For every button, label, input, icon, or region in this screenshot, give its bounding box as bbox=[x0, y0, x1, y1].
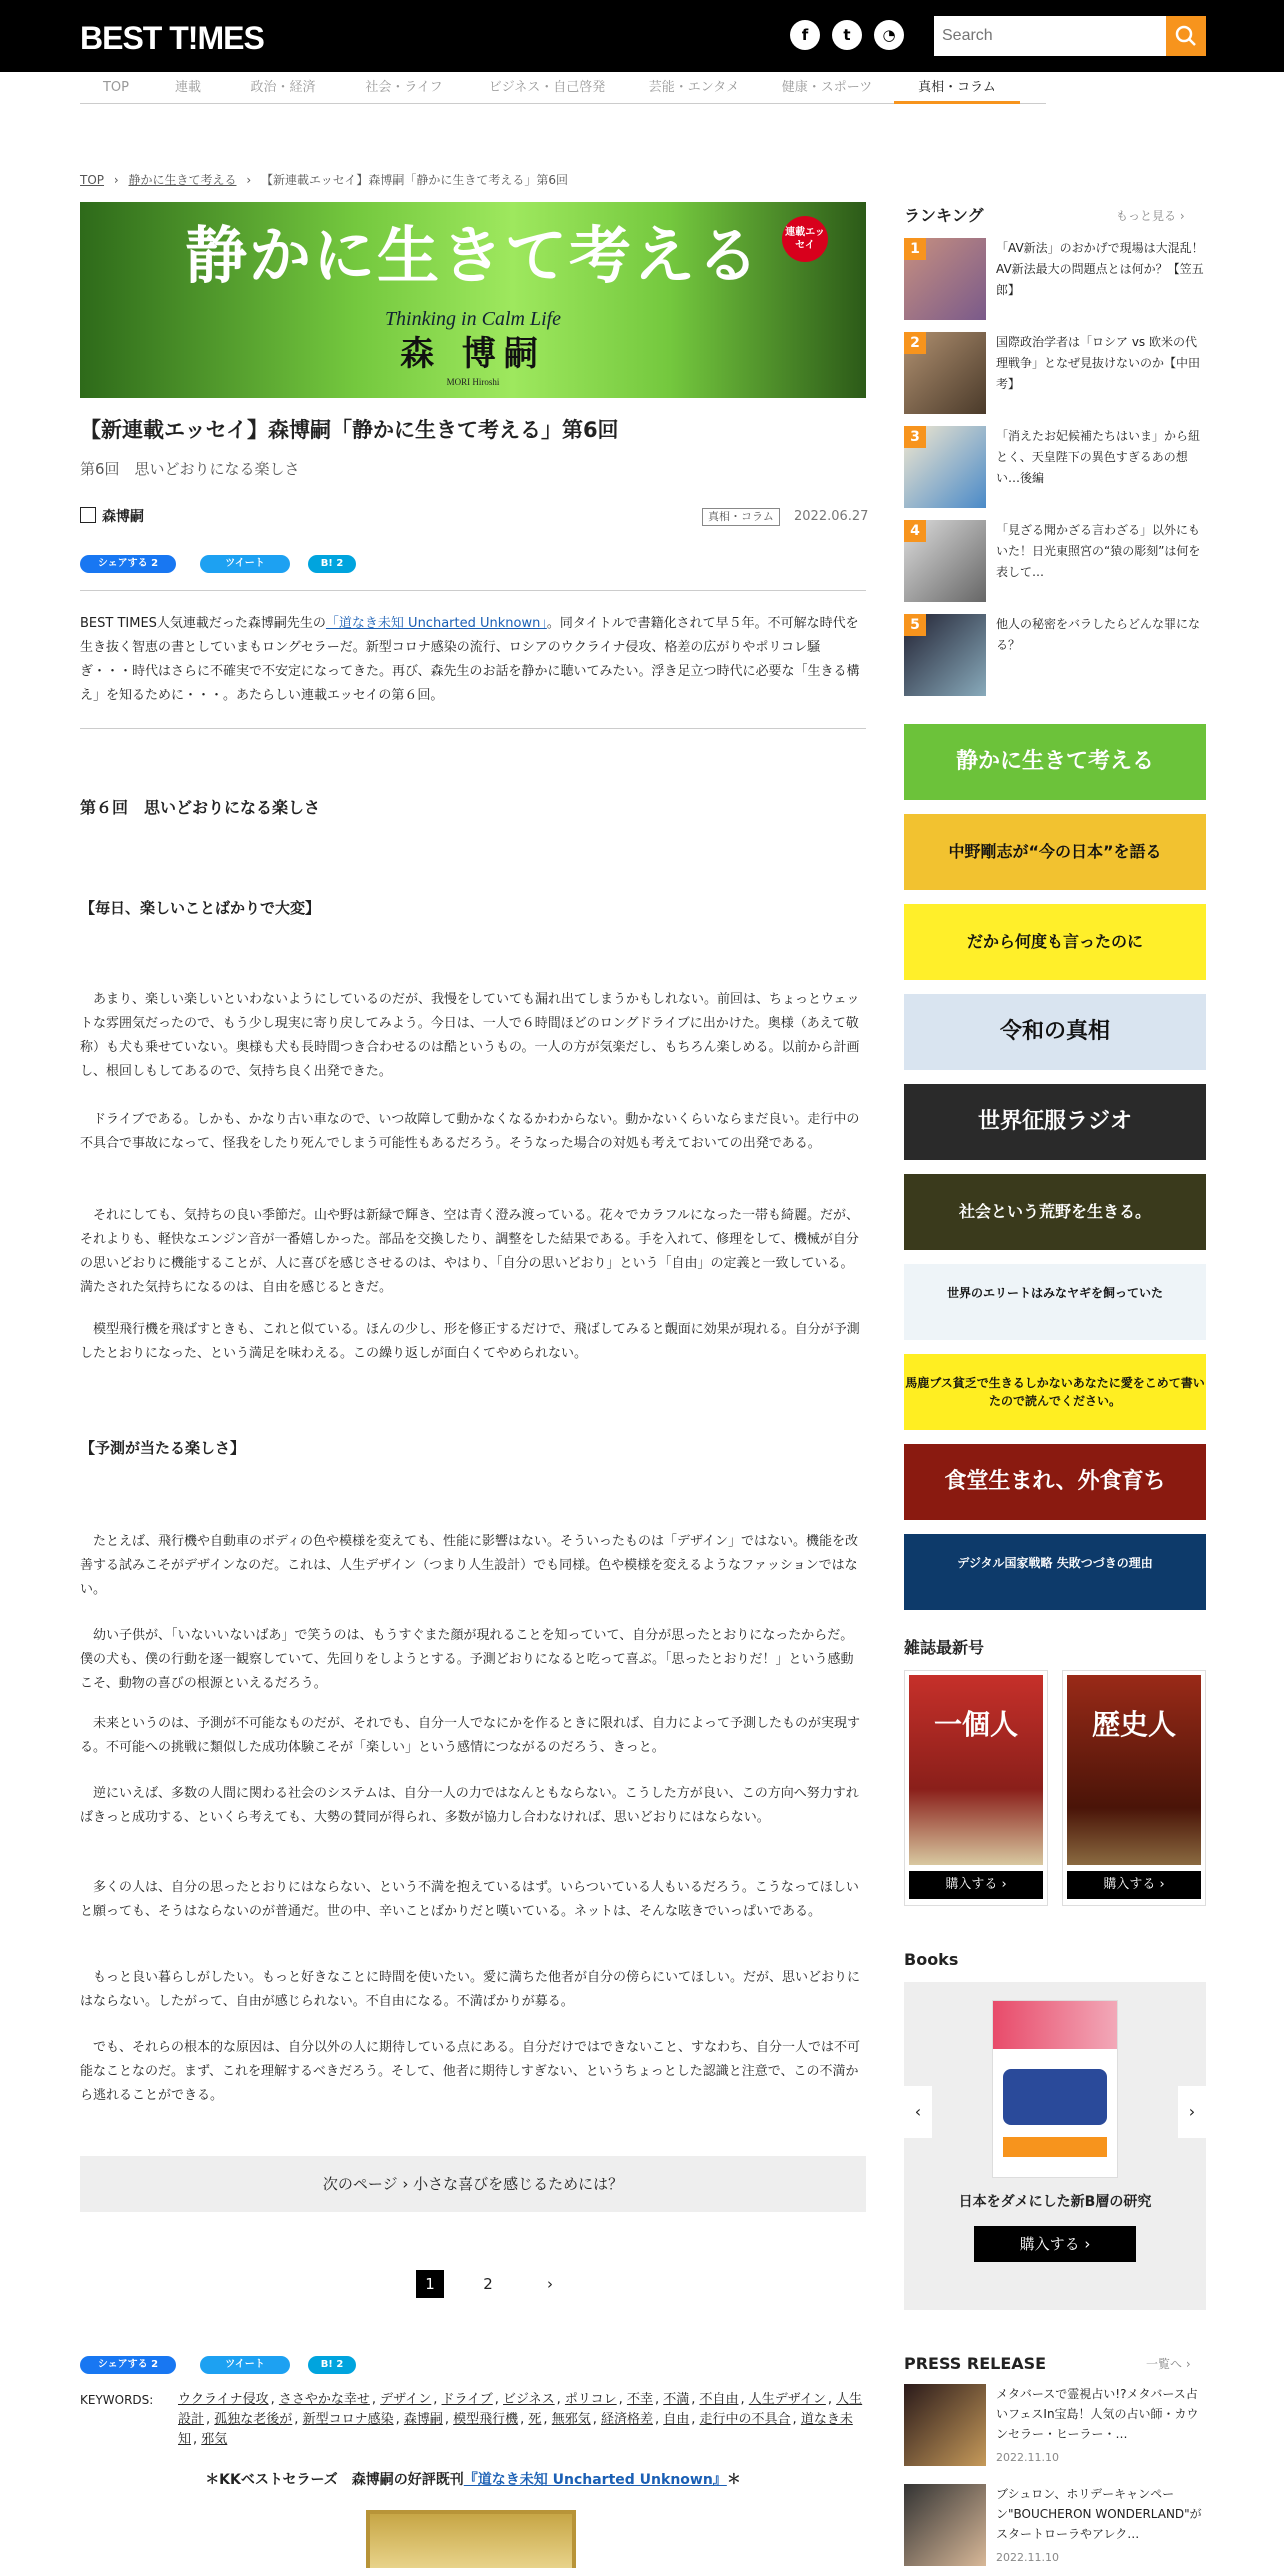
keyword-separator: , bbox=[494, 2392, 504, 2407]
divider bbox=[80, 590, 866, 591]
ranking-item[interactable] bbox=[904, 238, 1206, 320]
keyword-separator: , bbox=[691, 2412, 700, 2427]
hero-author: 森 博嗣 bbox=[400, 334, 546, 374]
keyword-separator: , bbox=[618, 2392, 627, 2407]
book-promo bbox=[80, 2470, 866, 2490]
press-thumbnail bbox=[904, 2484, 986, 2566]
nav-society[interactable]: 社会・ライフ bbox=[365, 80, 443, 95]
ranking-item[interactable] bbox=[904, 520, 1206, 602]
ranking-number: 5 bbox=[904, 614, 926, 636]
keyword-separator: , bbox=[740, 2392, 749, 2407]
keyword-link[interactable]: ポリコレ bbox=[564, 2392, 617, 2407]
keyword-separator: , bbox=[371, 2392, 381, 2407]
magazine-item[interactable] bbox=[1062, 1670, 1206, 1906]
keyword-separator: , bbox=[193, 2432, 202, 2447]
keyword-link[interactable]: 邪気 bbox=[201, 2432, 228, 2447]
paragraph: 幼い子供が、「いないいないばあ」で笑うのは、もうすぐまた顔が現れることを知っていて、自分が思ったとおりになったからだ。僕の犬も、僕の行動を逐一観察していて、先回りをしようとする。予測どおりになると吃って喜ぶ。「思ったとおりだ！」という感動こそ、動物の喜びの根源といえるだろう。 bbox=[80, 1628, 854, 1691]
magazine-item[interactable] bbox=[904, 1670, 1048, 1906]
keyword-link[interactable]: ささやかな幸せ bbox=[278, 2392, 370, 2407]
paragraph: それにしても、気持ちの良い季節だ。山や野は新緑で輝き、空は青く澄み渡っている。花々でカラフルになった一帯も綺麗。だが、それよりも、軽快なエンジン音が一番嬉しかった。部品を交換したり、調整をした結果である。手を入れて、修理をして、機械が自分の思いどおりに機能することが、人に喜びを感じさせるのは、やはり、「自分の思いどおり」という「自由」の定義と一致している。満たされた気持ちになるのは、自由を感じるときだ。 bbox=[80, 1208, 859, 1295]
keyword-separator: , bbox=[556, 2392, 565, 2407]
keyword-link[interactable]: 森博嗣 bbox=[403, 2412, 443, 2427]
site-logo[interactable]: BEST T!MES bbox=[80, 20, 264, 56]
keyword-separator: , bbox=[654, 2392, 664, 2407]
keyword-separator: , bbox=[444, 2412, 454, 2427]
keyword-link[interactable]: 人生設計 bbox=[178, 2392, 863, 2427]
author[interactable] bbox=[80, 506, 144, 528]
section-heading: 【予測が当たる楽しさ】 bbox=[80, 1439, 246, 1457]
ranking-text: 「消えたお妃候補たちはいま」から紐とく、天皇陛下の異色すぎるあの想い…後編 bbox=[996, 429, 1201, 485]
banner-label: 食堂生まれ、外食育ち bbox=[944, 1469, 1166, 1494]
keyword-separator: , bbox=[592, 2412, 601, 2427]
keyword-link[interactable]: デザイン bbox=[380, 2392, 432, 2407]
facebook-icon[interactable]: f bbox=[790, 20, 820, 50]
banner-label: 社会という荒野を生きる。 bbox=[958, 1202, 1151, 1221]
lead-paragraph bbox=[80, 612, 866, 708]
keyword-link[interactable]: 不自由 bbox=[699, 2392, 739, 2407]
keyword-separator: , bbox=[827, 2392, 837, 2407]
breadcrumb-top[interactable]: TOP bbox=[80, 173, 105, 187]
nav-politics[interactable]: 政治・経済 bbox=[250, 80, 316, 95]
keyword-link[interactable]: ウクライナ侵攻 bbox=[178, 2392, 269, 2407]
paragraph: でも、それらの根本的な原因は、自分以外の人に期待している点にある。自分だけではできないこと、すなわち、自分一人では不可能なことなのだ。まず、これを理解するべきだろう。そして、他者に期待しすぎない、というちょっとした認識と注意で、この不満から逃れることができる。 bbox=[80, 2040, 861, 2103]
series-banner[interactable] bbox=[904, 904, 1206, 980]
lead-text: BEST TIMES人気連載だった森博嗣先生の bbox=[80, 616, 326, 631]
category-tag[interactable]: 真相・コラム bbox=[702, 508, 780, 526]
hatena-bookmark-button[interactable]: B! 2 bbox=[308, 555, 356, 573]
press-date: 2022.11.10 bbox=[996, 2551, 1059, 2564]
facebook-share-button[interactable]: シェアする 2 bbox=[80, 555, 176, 573]
keyword-list bbox=[178, 2390, 868, 2450]
keyword-separator: , bbox=[543, 2412, 552, 2427]
banner-label: 世界のエリートはみなヤギを飼っていた bbox=[946, 1286, 1163, 1300]
hero-author-en: MORI Hiroshi bbox=[446, 377, 500, 387]
paragraph: 多くの人は、自分の思ったとおりにはならない、という不満を抱えているはず。いらついている人もいるだろう。こうなってほしいと願っても、そうはならないのが普通だ。世の中、辛いことばかりだと嘆いている。ネットは、そんな呟きでいっぱいである。 bbox=[80, 1880, 859, 1919]
series-banner[interactable] bbox=[904, 1534, 1206, 1610]
banner-label: 馬鹿ブス貧乏で生きるしかないあなたに愛をこめて書いたので読んでください。 bbox=[905, 1376, 1205, 1408]
page-next-icon[interactable]: › bbox=[547, 2275, 553, 2293]
keyword-link[interactable]: 走行中の不具合 bbox=[699, 2412, 791, 2427]
keyword-separator: , bbox=[294, 2412, 303, 2427]
keyword-link[interactable]: 不幸 bbox=[626, 2392, 653, 2407]
paragraph: あまり、楽しい楽しいといわないようにしているのだが、我慢をしていても漏れ出てしまうかもしれない。前回は、ちょっとウェットな雰囲気だったので、もう少し現実に寄り戻してみよう。今日は、一人で６時間ほどのロングドライブに出かけた。奥様（あえて敬称）も犬も乗せていない。奥様も犬も長時間つき合わせるのは酷というもの。一人の方が気楽だし、もちろん楽しめる。以前から計画し、根回しもしてあるので、気持ち良く出発できた。 bbox=[80, 992, 860, 1079]
buy-button[interactable]: 購入する › bbox=[909, 1871, 1043, 1899]
carousel-prev-icon[interactable]: ‹ bbox=[904, 2086, 932, 2138]
serial-badge: 連載エッセイ bbox=[782, 216, 828, 262]
keyword-link[interactable]: 道なき未知 bbox=[178, 2412, 853, 2447]
banner-label: 中野剛志が“今の日本”を語る bbox=[948, 842, 1162, 861]
keyword-link[interactable]: 孤独な老後が bbox=[214, 2412, 293, 2427]
banner-label: 令和の真相 bbox=[999, 1019, 1110, 1044]
hero-banner bbox=[80, 202, 866, 398]
series-banner[interactable] bbox=[904, 1264, 1206, 1340]
banner-label: だから何度も言ったのに bbox=[966, 932, 1143, 951]
ranking-number: 1 bbox=[904, 238, 926, 260]
nav-business[interactable]: ビジネス・自己啓発 bbox=[488, 80, 606, 95]
press-item[interactable] bbox=[904, 2384, 1206, 2466]
nav-entertainment[interactable]: 芸能・エンタメ bbox=[648, 80, 740, 95]
book-title: 日本をダメにした新B層の研究 bbox=[958, 2194, 1152, 2210]
banner-label: 静かに生きて考える bbox=[955, 749, 1154, 774]
banner-label: 世界征服ラジオ bbox=[977, 1109, 1132, 1134]
author-name: 森博嗣 bbox=[102, 509, 144, 525]
series-banner[interactable] bbox=[904, 814, 1206, 890]
ranking-item[interactable] bbox=[904, 426, 1206, 508]
press-item[interactable] bbox=[904, 2484, 1206, 2566]
magazine-cover bbox=[1067, 1675, 1201, 1865]
ranking-number: 4 bbox=[904, 520, 926, 542]
search-box bbox=[934, 16, 1206, 56]
promo-text: ＊KKベストセラーズ 森博嗣の好評既刊 bbox=[205, 2472, 464, 2488]
press-date: 2022.11.10 bbox=[996, 2451, 1059, 2464]
books-carousel bbox=[904, 1982, 1206, 2310]
twitter-icon[interactable]: t bbox=[832, 20, 862, 50]
keyword-link[interactable]: 模型飛行機 bbox=[453, 2412, 519, 2427]
book-cover-image[interactable] bbox=[366, 2510, 576, 2568]
magazine-cover bbox=[909, 1675, 1043, 1865]
lead-link[interactable]: 「道なき未知 Uncharted Unknown」 bbox=[325, 616, 547, 631]
promo-link[interactable]: 『道なき未知 Uncharted Unknown』 bbox=[463, 2472, 727, 2488]
tweet-button[interactable]: ツイート bbox=[200, 555, 290, 573]
press-thumbnail bbox=[904, 2384, 986, 2466]
search-input[interactable] bbox=[934, 16, 1166, 56]
keyword-separator: , bbox=[520, 2412, 529, 2427]
magazine-title: 雑誌最新号 bbox=[904, 1638, 985, 1657]
press-more-link[interactable]: 一覧へ › bbox=[1146, 2357, 1191, 2371]
paragraph: もっと良い暮らしがしたい。もっと好きなことに時間を使いたい。愛に満ちた他者が自分の傍らにいてほしい。だが、思いどおりにはならない。したがって、自由が感じられない。不自由になる。不満ばかりが募る。 bbox=[80, 1970, 861, 2009]
author-icon bbox=[80, 507, 96, 523]
keyword-separator: , bbox=[792, 2412, 801, 2427]
press-text: ブシュロン、ホリデーキャンペーン"BOUCHERON WONDERLAND"がスタートローラやアレク… bbox=[996, 2487, 1202, 2541]
article-subtitle: 第6回 思いどおりになる楽しさ bbox=[80, 460, 300, 478]
breadcrumb-current: 【新連載エッセイ】森博嗣「静かに生きて考える」第6回 bbox=[260, 173, 569, 187]
series-banner[interactable] bbox=[904, 994, 1206, 1070]
page-1[interactable]: 1 bbox=[416, 2270, 444, 2298]
buy-button[interactable]: 購入する › bbox=[1067, 1871, 1201, 1899]
book-cover[interactable] bbox=[992, 2000, 1118, 2178]
article-heading: 第６回 思いどおりになる楽しさ bbox=[80, 798, 321, 817]
ranking-title: ランキング bbox=[904, 206, 984, 225]
keyword-separator: , bbox=[691, 2392, 700, 2407]
ranking-item[interactable] bbox=[904, 614, 1206, 696]
search-icon bbox=[1166, 16, 1206, 56]
buy-button[interactable]: 購入する › bbox=[974, 2226, 1136, 2262]
banner-label: デジタル国家戦略 失敗つづきの理由 bbox=[957, 1556, 1153, 1570]
series-banner[interactable] bbox=[904, 1084, 1206, 1160]
series-banner[interactable] bbox=[904, 1174, 1206, 1250]
ranking-item[interactable] bbox=[904, 332, 1206, 414]
main-nav bbox=[80, 72, 1046, 104]
nav-health[interactable]: 健康・スポーツ bbox=[781, 80, 873, 95]
chevron-right-icon: › bbox=[246, 173, 252, 187]
site-header bbox=[0, 0, 1284, 72]
keyword-link[interactable]: 経済格差 bbox=[600, 2412, 653, 2427]
ranking-text: 国際政治学者は「ロシア vs 欧米の代理戦争」となぜ見抜けないのか【中田考】 bbox=[996, 335, 1201, 391]
page-2[interactable]: 2 bbox=[483, 2275, 493, 2293]
magazine-cover-title: 一個人 bbox=[933, 1708, 1018, 1741]
breadcrumb-series[interactable]: 静かに生きて考える bbox=[128, 173, 237, 187]
paragraph: 未来というのは、予測が不可能なものだが、それでも、自分一人でなにかを作るときに限れば、自力によって予測したものが実現する。不可能への挑戦に類似した成功体験こそが「楽しい」という感情につながるのだろう、きっと。 bbox=[80, 1716, 861, 1755]
keyword-link[interactable]: 新型コロナ感染 bbox=[302, 2412, 394, 2427]
paragraph: 模型飛行機を飛ばすときも、これと似ている。ほんの少し、形を修正するだけで、飛ばしてみると覿面に効果が現れる。自分が予測したとおりになった、という満足を味わえる。この繰り返しが面白くてやめられない。 bbox=[80, 1322, 860, 1361]
hatena-bookmark-button[interactable]: B! 2 bbox=[308, 2356, 356, 2374]
lead-text-rest: 。同タイトルで書籍化されて早５年。不可解な時代を生き抜く智恵の書としていまもロングセラーだ。新型コロナ感染の流行、ロシアのウクライナ侵攻、格差の広がりやポリコレ騒ぎ・・・時代はさらに不確実で不安定になってきた。再び、森先生のお話を静かに聴いてみたい。浮き足立つ時代に必要な「生きる構え」を知るために・・・。あたらしい連載エッセイの第６回。 bbox=[80, 616, 860, 703]
promo-text-end: ＊ bbox=[726, 2472, 741, 2488]
article-title: 【新連載エッセイ】森博嗣「静かに生きて考える」第6回 bbox=[80, 418, 619, 442]
ranking-number: 2 bbox=[904, 332, 926, 354]
publish-date: 2022.06.27 bbox=[794, 509, 869, 524]
nav-column[interactable]: 真相・コラム bbox=[894, 72, 1020, 104]
keyword-separator: , bbox=[433, 2392, 442, 2407]
keyword-link[interactable]: 自由 bbox=[663, 2412, 690, 2427]
keyword-separator: , bbox=[654, 2412, 664, 2427]
tweet-button[interactable]: ツイート bbox=[200, 2356, 290, 2374]
nav-serial[interactable]: 連載 bbox=[174, 80, 201, 95]
keyword-link[interactable]: 不満 bbox=[663, 2392, 690, 2407]
section-heading: 【毎日、楽しいことばかりで大変】 bbox=[80, 899, 321, 917]
keyword-link[interactable]: ビジネス bbox=[503, 2392, 555, 2407]
series-banner[interactable] bbox=[904, 724, 1206, 800]
keyword-separator: , bbox=[206, 2412, 215, 2427]
books-title: Books bbox=[904, 1950, 959, 1969]
carousel-next-icon[interactable]: › bbox=[1178, 2086, 1206, 2138]
keyword-link[interactable]: ドライブ bbox=[441, 2392, 493, 2407]
series-banner[interactable] bbox=[904, 1354, 1206, 1430]
keyword-separator: , bbox=[270, 2392, 279, 2407]
nav-top[interactable]: TOP bbox=[102, 80, 129, 95]
facebook-share-button[interactable]: シェアする 2 bbox=[80, 2356, 176, 2374]
keyword-link[interactable]: 人生デザイン bbox=[748, 2392, 826, 2407]
press-text: メタバースで霊視占い!?メタバース占いフェスIn宝島！人気の占い師・カウンセラー・ヒーラー・… bbox=[996, 2387, 1199, 2441]
magazine-cover-title: 歴史人 bbox=[1091, 1708, 1176, 1741]
keywords-label: KEYWORDS: bbox=[80, 2393, 154, 2407]
divider bbox=[80, 728, 866, 729]
keyword-link[interactable]: 死 bbox=[528, 2412, 542, 2427]
hero-title: 静かに生きて考える bbox=[184, 219, 761, 292]
next-page-button[interactable]: 次のページ › 小さな喜びを感じるためには？ bbox=[80, 2156, 866, 2212]
ranking-text: 「AV新法」のおかげで現場は大混乱！ AV新法最大の問題点とは何か？【笠五郎】 bbox=[996, 241, 1204, 297]
paragraph: 逆にいえば、多数の人間に関わる社会のシステムは、自分一人の力ではなんともならない。こうした方が良い、この方向へ努力すればきっと成功する、といくら考えても、大勢の賛同が得られ、多数が協力し合わなければ、思いどおりにはならない。 bbox=[80, 1786, 859, 1825]
paragraph: たとえば、飛行機や自動車のボディの色や模様を変えても、性能に影響はない。そういったものは「デザイン」ではない。機能を改善する試みこそがデザインなのだ。これは、人生デザイン（つまり人生設計）でも同様。色や模様を変えるようなファッションではない。 bbox=[80, 1534, 859, 1597]
ranking-number: 3 bbox=[904, 426, 926, 448]
ranking-text: 「見ざる聞かざる言わざる」以外にもいた！日光東照宮の“猿の彫刻”は何を表して… bbox=[996, 523, 1201, 579]
keyword-separator: , bbox=[395, 2412, 404, 2427]
chevron-right-icon: › bbox=[113, 173, 119, 187]
keyword-link[interactable]: 無邪気 bbox=[551, 2412, 591, 2427]
breadcrumb bbox=[80, 170, 574, 190]
press-release-title: PRESS RELEASE bbox=[904, 2354, 1047, 2373]
hero-en-title: Thinking in Calm Life bbox=[384, 308, 562, 330]
series-banner[interactable] bbox=[904, 1444, 1206, 1520]
paragraph: ドライブである。しかも、かなり古い車なので、いつ故障して動かなくなるかわからない。動かないくらいならまだ良い。走行中の不具合で事故になって、怪我をしたり死んでしまう可能性もあるだろう。そうなった場合の対処も考えておいての出発である。 bbox=[80, 1112, 860, 1151]
search-button[interactable] bbox=[1166, 16, 1206, 56]
ranking-text: 他人の秘密をバラしたらどんな罪になる？ bbox=[996, 617, 1201, 652]
ranking-more-link[interactable]: もっと見る › bbox=[1116, 209, 1185, 223]
rss-icon[interactable]: ◔ bbox=[874, 20, 904, 50]
